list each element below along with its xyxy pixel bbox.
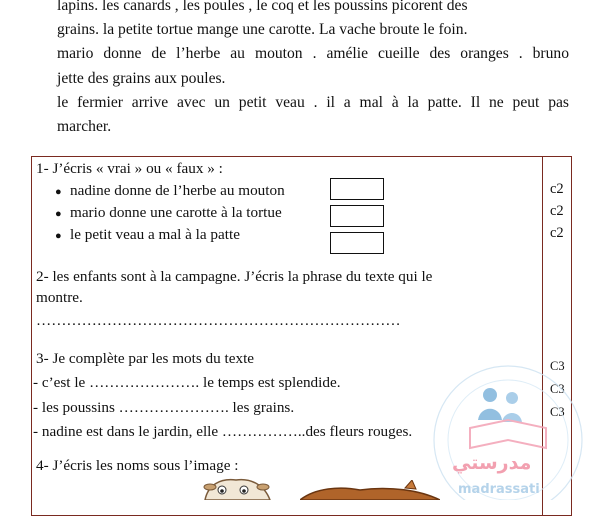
bullet-icon: ● bbox=[55, 208, 62, 220]
bullet-icon: ● bbox=[55, 186, 62, 198]
q1-title: 1- J’écris « vrai » ou « faux » : bbox=[36, 160, 223, 177]
q1-item-3: le petit veau a mal à la patte bbox=[70, 226, 240, 243]
q3-line-2[interactable]: - les poussins …………………. les grains. bbox=[33, 399, 295, 416]
passage-line: lapins. les canards , les poules , le coq et les poussins picorent des bbox=[57, 0, 468, 14]
answer-box-3[interactable] bbox=[330, 232, 384, 254]
madrassati-logo bbox=[420, 360, 595, 500]
q2-answer-dots[interactable]: ……………………………………………………………… bbox=[36, 312, 401, 329]
answer-box-2[interactable] bbox=[330, 205, 384, 227]
passage-line: jette des grains aux poules. bbox=[57, 69, 226, 87]
competence-code: C3 bbox=[550, 405, 565, 419]
sheep-image bbox=[200, 470, 275, 500]
q3-line-1[interactable]: - c’est le …………………. le temps est splendide. bbox=[33, 374, 341, 391]
q2-text-line2: montre. bbox=[36, 289, 83, 306]
q3-title: 3- Je complète par les mots du texte bbox=[36, 350, 255, 367]
reading-passage bbox=[57, 0, 569, 139]
bullet-icon: ● bbox=[55, 230, 62, 242]
q1-item-2: mario donne une carotte à la tortue bbox=[70, 204, 282, 221]
watermark-arabic: مدرستي bbox=[452, 452, 532, 474]
competence-code: c2 bbox=[550, 181, 564, 197]
competence-code: c2 bbox=[550, 225, 564, 241]
animal-image bbox=[300, 480, 440, 500]
passage-line: marcher. bbox=[57, 118, 112, 136]
q1-item-1: nadine donne de l’herbe au mouton bbox=[70, 182, 285, 199]
passage-line: mario donne de l’herbe au mouton . amélie cueille des oranges . bruno bbox=[57, 45, 569, 63]
passage-line: grains. la petite tortue mange une carotte. La vache broute le foin. bbox=[57, 21, 468, 39]
passage-line: le fermier arrive avec un petit veau . il a mal à la patte. Il ne peut pas bbox=[57, 93, 569, 111]
q2-text-line1: 2- les enfants sont à la campagne. J’écris la phrase du texte qui le bbox=[36, 268, 433, 285]
competence-code: C3 bbox=[550, 359, 565, 373]
competence-code: c2 bbox=[550, 203, 564, 219]
answer-box-1[interactable] bbox=[330, 178, 384, 200]
watermark-latin: madrassati bbox=[458, 482, 540, 497]
competence-code: C3 bbox=[550, 382, 565, 396]
q4-title: 4- J’écris les noms sous l’image : bbox=[36, 457, 239, 474]
q3-line-3[interactable]: - nadine est dans le jardin, elle ……………..des fleurs rouges. bbox=[33, 423, 413, 440]
